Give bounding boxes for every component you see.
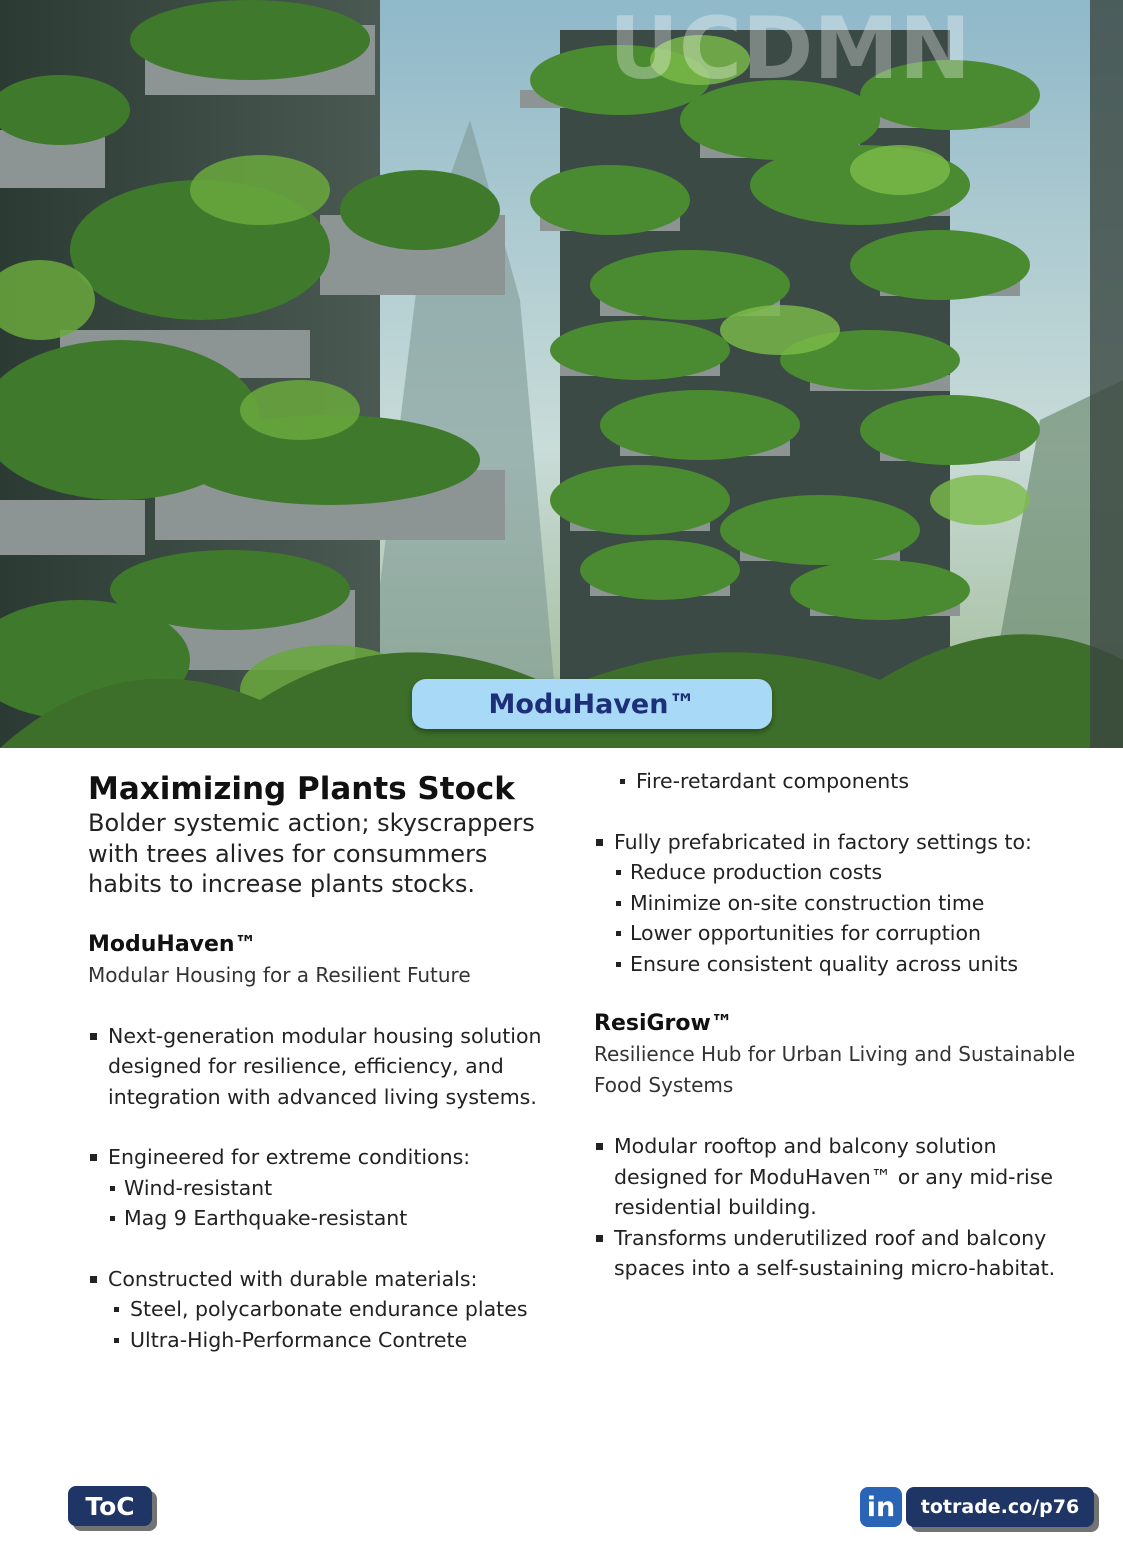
sub-bullet-fire-retardant: Fire-retardant components: [594, 766, 1094, 797]
right-column: [594, 766, 1094, 1284]
moduhaven-heading: ModuHaven™: [88, 931, 257, 957]
sub-bullet-steel: Steel, polycarbonate endurance plates: [88, 1294, 548, 1325]
bullet-rooftop-solution: Modular rooftop and balcony solution designed for ModuHaven™ or any mid-rise residential building.: [594, 1131, 1094, 1223]
resigrow-tagline: Resilience Hub for Urban Living and Sustainable Food Systems: [594, 1042, 1076, 1097]
moduhaven-tagline: Modular Housing for a Resilient Future: [88, 962, 471, 987]
sub-bullet-quality: Ensure consistent quality across units: [594, 949, 1094, 980]
product-badge: ModuHaven™: [412, 679, 772, 729]
sub-bullet-corruption: Lower opportunities for corruption: [594, 918, 1094, 949]
bullet-next-generation: Next-generation modular housing solution designed for resilience, efficiency, and integration with advanced living systems.: [88, 1021, 548, 1113]
sub-bullet-earthquake: Mag 9 Earthquake-resistant: [88, 1203, 548, 1234]
sub-bullet-wind: Wind-resistant: [88, 1173, 548, 1204]
bullet-extreme-conditions: Engineered for extreme conditions:: [88, 1142, 548, 1173]
section-title: Maximizing Plants Stock: [88, 771, 515, 807]
linkedin-icon[interactable]: in: [860, 1487, 902, 1527]
sub-bullet-uhpc: Ultra-High-Performance Contrete: [88, 1325, 548, 1356]
bullet-durable-materials: Constructed with durable materials:: [88, 1264, 548, 1295]
lead-paragraph: Bolder systemic action; skyscrappers with trees alives for consummers habits to increase plants stocks.: [88, 809, 535, 898]
sub-bullet-construction-time: Minimize on-site construction time: [594, 888, 1094, 919]
totrade-link[interactable]: totrade.co/p76: [906, 1487, 1094, 1527]
toc-button[interactable]: ToC: [68, 1486, 152, 1526]
bullet-prefabricated: Fully prefabricated in factory settings to:: [594, 827, 1094, 858]
vertical-forest-illustration: [0, 0, 1123, 748]
hero-image: [0, 0, 1123, 748]
watermark-text: UCDMN: [609, 0, 971, 99]
bullet-micro-habitat: Transforms underutilized roof and balcony spaces into a self-sustaining micro-habitat.: [594, 1223, 1094, 1284]
left-column: [88, 770, 548, 1355]
resigrow-heading: ResiGrow™: [594, 1011, 733, 1036]
sub-bullet-costs: Reduce production costs: [594, 857, 1094, 888]
